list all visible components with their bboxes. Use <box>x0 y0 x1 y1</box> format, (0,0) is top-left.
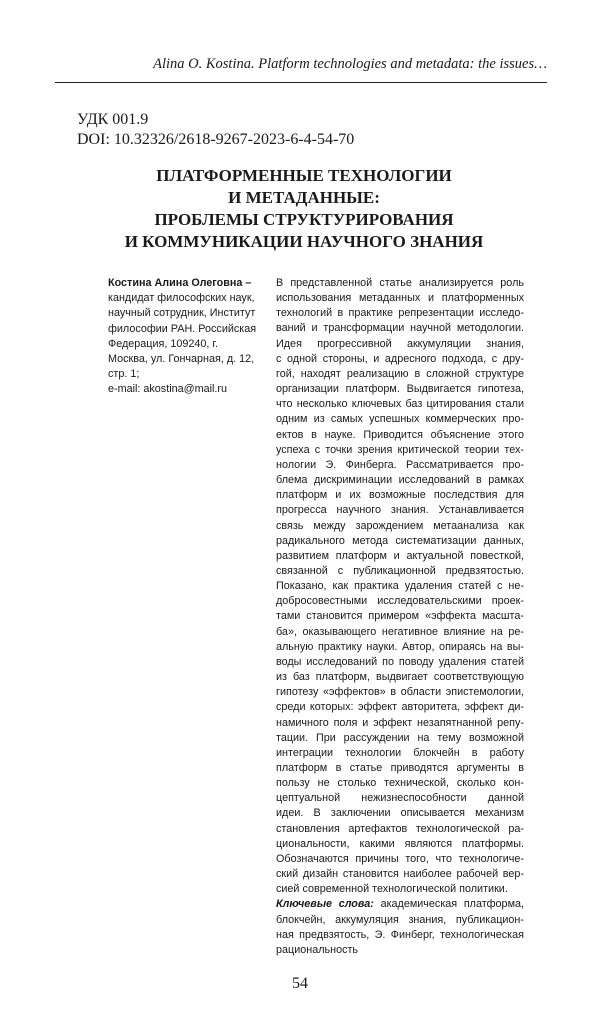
abstract-line: идеи. В заключении описывается механизм <box>276 807 524 820</box>
abstract-line: из баз платформ, выдвигает соответствующую <box>276 671 524 684</box>
abstract-line: пользу не столько технической, сколько кон- <box>276 777 524 790</box>
abstract-line: ектов в науке. Приводится объяснение этого <box>276 428 524 441</box>
abstract <box>276 276 524 958</box>
keywords-text: блокчейн, аккумуляция знания, публикацион- <box>276 913 524 926</box>
abstract-line: что несколько ключевых баз цитирования стали <box>276 398 524 411</box>
abstract-line: тации. При рассуждении на тему возможной <box>276 731 524 744</box>
abstract-line: нологии Э. Финберга. Рассматривается про- <box>276 458 524 471</box>
abstract-line: платформ и их возможные последствия для <box>276 489 524 502</box>
abstract-line: гипотезу «эффектов» в области эпистемологии, <box>276 686 524 699</box>
abstract-line: связь между зарождением метаанализа как <box>276 519 524 532</box>
udk-code: УДК 001.9 <box>77 111 149 128</box>
abstract-line: намичного поля и эффект незапятнанной репу- <box>276 716 524 729</box>
abstract-line: тами становится примером «эффекта масшта- <box>276 610 524 623</box>
author-line: Федерация, 109240, г. <box>108 337 218 350</box>
abstract-line: одним из самых успешных коммерческих про- <box>276 413 524 426</box>
abstract-line: технологий в практике репрезентации исследо- <box>276 307 524 320</box>
abstract-line: В представленной статье анализируется роль <box>276 277 524 289</box>
keywords-text: академическая платформа, <box>373 898 524 911</box>
abstract-line: успеха с точки зрения критической теории тех- <box>276 443 524 456</box>
author-email: e-mail: akostina@mail.ru <box>108 383 227 396</box>
abstract-line: среди которых: эффект авторитета, эффект ди- <box>276 701 524 714</box>
page-number: 54 <box>292 975 308 992</box>
abstract-line: альную практику науки. Автор, опираясь на вы- <box>276 640 524 653</box>
abstract-line: становления артефактов технологической ра- <box>276 822 524 835</box>
title-line: ПЛАТФОРМЕННЫЕ ТЕХНОЛОГИИ <box>156 166 452 185</box>
author-line: научный сотрудник, Институт <box>108 307 256 320</box>
author-info <box>108 276 266 398</box>
author-line: кандидат философских наук, <box>108 292 255 305</box>
abstract-line: сией современной технологической политики. <box>276 883 508 896</box>
abstract-line: использования метаданных и платформенных <box>276 292 524 305</box>
abstract-line: связанной с публикационной предвзятостью. <box>276 564 524 577</box>
abstract-line: развитием платформ и актуальной повесткой, <box>276 549 524 562</box>
abstract-line: циональности, какими являются платформы. <box>276 837 524 850</box>
keywords-line <box>276 897 524 912</box>
author-name: Костина Алина Олеговна – <box>108 277 252 289</box>
abstract-line: интеграции технологии блокчейн в работу <box>276 746 524 759</box>
abstract-line: радикального метода систематизации данных, <box>276 534 524 547</box>
abstract-line: с одной стороны, и адресного подхода, с дру- <box>276 352 524 365</box>
header-rule <box>55 82 547 83</box>
abstract-line: блема дискриминации исследований в рамках <box>276 474 524 487</box>
abstract-line: Показано, как практика удаления статей с не- <box>276 580 524 593</box>
article-title <box>60 165 548 253</box>
abstract-line: ба», оказывающего негативное влияние на ре- <box>276 625 524 638</box>
running-head: Alina O. Kostina. Platform technologies and metadata: the issues… <box>153 56 547 72</box>
author-line: философии РАН. Российская <box>108 322 257 335</box>
abstract-line: Идея прогрессивной аккумуляции знания, <box>276 337 524 350</box>
title-line: И КОММУНИКАЦИИ НАУЧНОГО ЗНАНИЯ <box>124 232 484 251</box>
abstract-line: организации платформ. Выдвигается гипотеза, <box>276 383 524 396</box>
abstract-line: воды исследований по поводу удаления статей <box>276 655 524 668</box>
abstract-line: добросовестными исследовательскими проек- <box>276 595 524 608</box>
title-line: ПРОБЛЕМЫ СТРУКТУРИРОВАНИЯ <box>154 210 454 229</box>
abstract-line: платформ в статье приводятся аргументы в <box>276 762 524 774</box>
abstract-line: ский дизайн становится наиболее рабочей вер- <box>276 868 524 881</box>
author-line: стр. 1; <box>108 368 140 381</box>
keywords-text: рациональность <box>276 943 359 956</box>
doi: DOI: 10.32326/2618-9267-2023-6-4-54-70 <box>77 131 355 148</box>
keywords-label: Ключевые слова: <box>276 898 374 911</box>
abstract-line: гой, находят реализацию в сложной структуре <box>276 367 524 380</box>
title-line: И МЕТАДАННЫЕ: <box>228 188 380 207</box>
abstract-line: прогресса научного знания. Устанавливается <box>276 504 524 517</box>
abstract-line: ваний и трансформации научной методологии. <box>276 322 524 335</box>
keywords-text: ная предвзятость, Э. Финберг, технологическая <box>276 928 524 941</box>
author-line: Москва, ул. Гончарная, д. 12, <box>108 353 255 366</box>
abstract-line: Обозначаются причины того, что технологиче- <box>276 852 524 865</box>
abstract-line: цептуальной нежизнеспособности данной <box>276 792 524 805</box>
